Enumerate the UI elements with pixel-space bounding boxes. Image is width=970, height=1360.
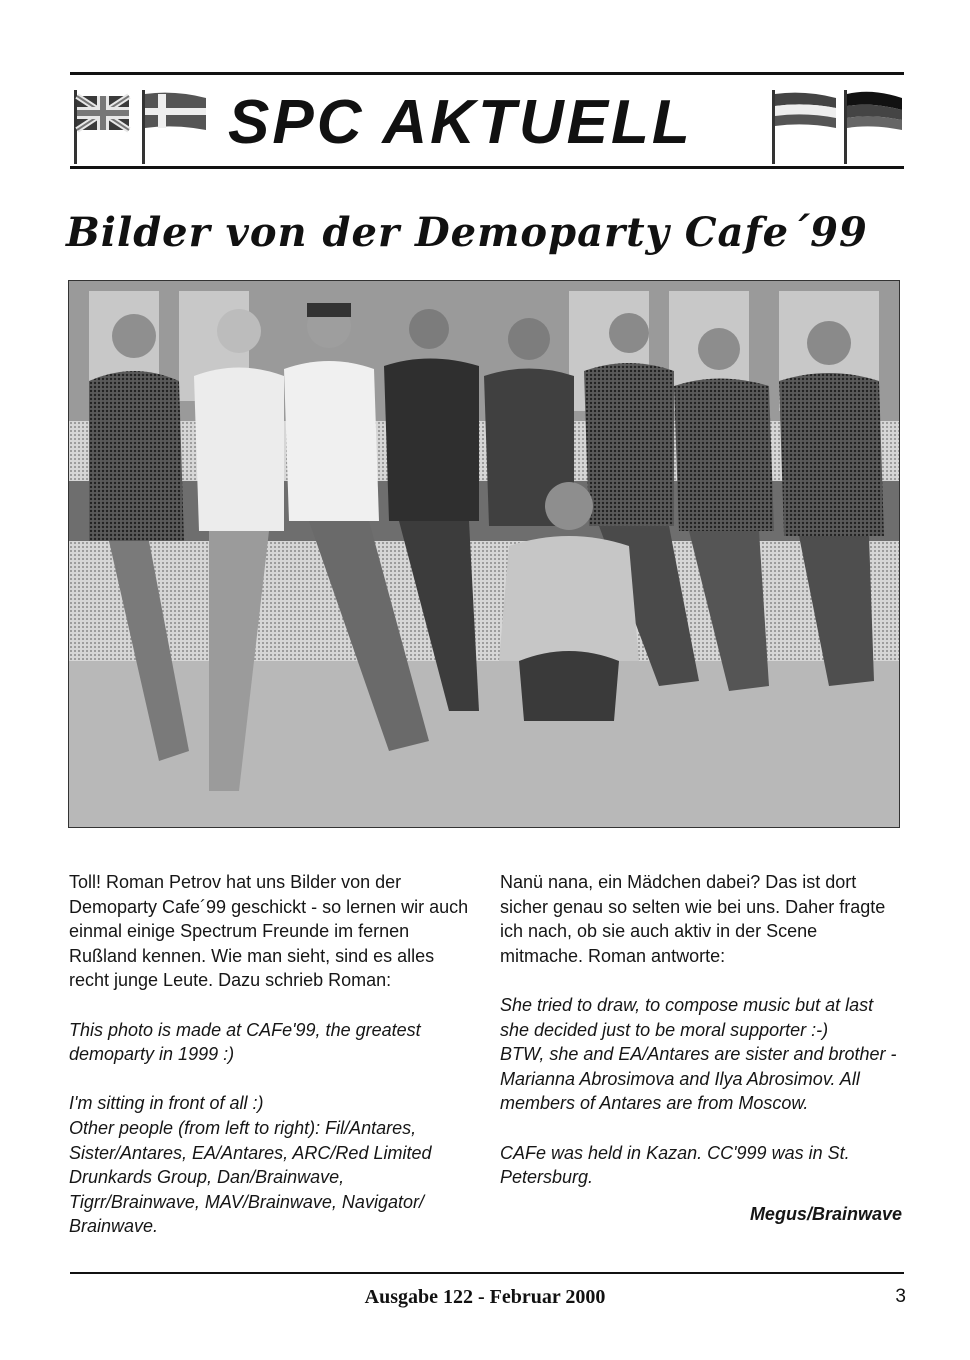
masthead-bottom-rule — [70, 166, 904, 169]
denmark-flag-icon — [140, 86, 210, 164]
quote-paragraph: This photo is made at CAFe'99, the greatest demoparty in 1999 :) — [69, 1019, 421, 1065]
quote-paragraph: She tried to draw, to compose music but at last she decided just to be moral supporter :-) — [500, 994, 874, 1040]
footer-rule — [70, 1272, 904, 1274]
germany-flag-icon — [842, 86, 906, 164]
group-photo — [68, 280, 900, 828]
quote-paragraph: I'm sitting in front of all :) — [69, 1093, 264, 1114]
page-number: 3 — [895, 1286, 906, 1307]
intro-paragraph: Toll! Roman Petrov hat uns Bilder von der Demoparty Cafe´99 geschickt - so lernen wir auch einmal einige Spectrum Freunde im fernen Rußland kennen. Wie man sieht, sind es alles recht junge Leute. Dazu schrieb Roman: — [69, 872, 469, 991]
article-right-column — [500, 870, 902, 1226]
netherlands-flag-icon — [770, 86, 840, 164]
body-paragraph: Nanü nana, ein Mädchen dabei? Das ist dort sicher genau so selten wie bei uns. Daher fragte ich nach, ob sie auch aktiv in der Scene mitmache. Roman antworte: — [500, 872, 886, 966]
masthead-title: SPC AKTUELL — [228, 88, 693, 157]
quote-paragraph: BTW, she and EA/Antares are sister and brother - Marianna Abrosimova and Ilya Abrosimov. All members of Antares are from Moscow. — [500, 1044, 897, 1114]
quote-paragraph: Other people (from left to right): Fil/Antares, Sister/Antares, EA/Antares, ARC/Red Limited Drunkards Group, Dan/Brainwave, Tigrr/Brainwave, MAV/Brainwave, Navigator/ Brainwave. — [69, 1117, 432, 1237]
uk-flag-icon — [72, 86, 132, 164]
article-left-column — [69, 870, 469, 1239]
quote-paragraph: CAFe was held in Kazan. CC'999 was in St. Petersburg. — [500, 1142, 850, 1188]
masthead-top-rule — [70, 72, 904, 75]
article-headline: Bilder von der Demoparty Cafe´99 — [66, 209, 868, 256]
footer-issue: Ausgabe 122 - Februar 2000 — [364, 1286, 606, 1308]
article-author: Megus/Brainwave — [749, 1203, 902, 1224]
